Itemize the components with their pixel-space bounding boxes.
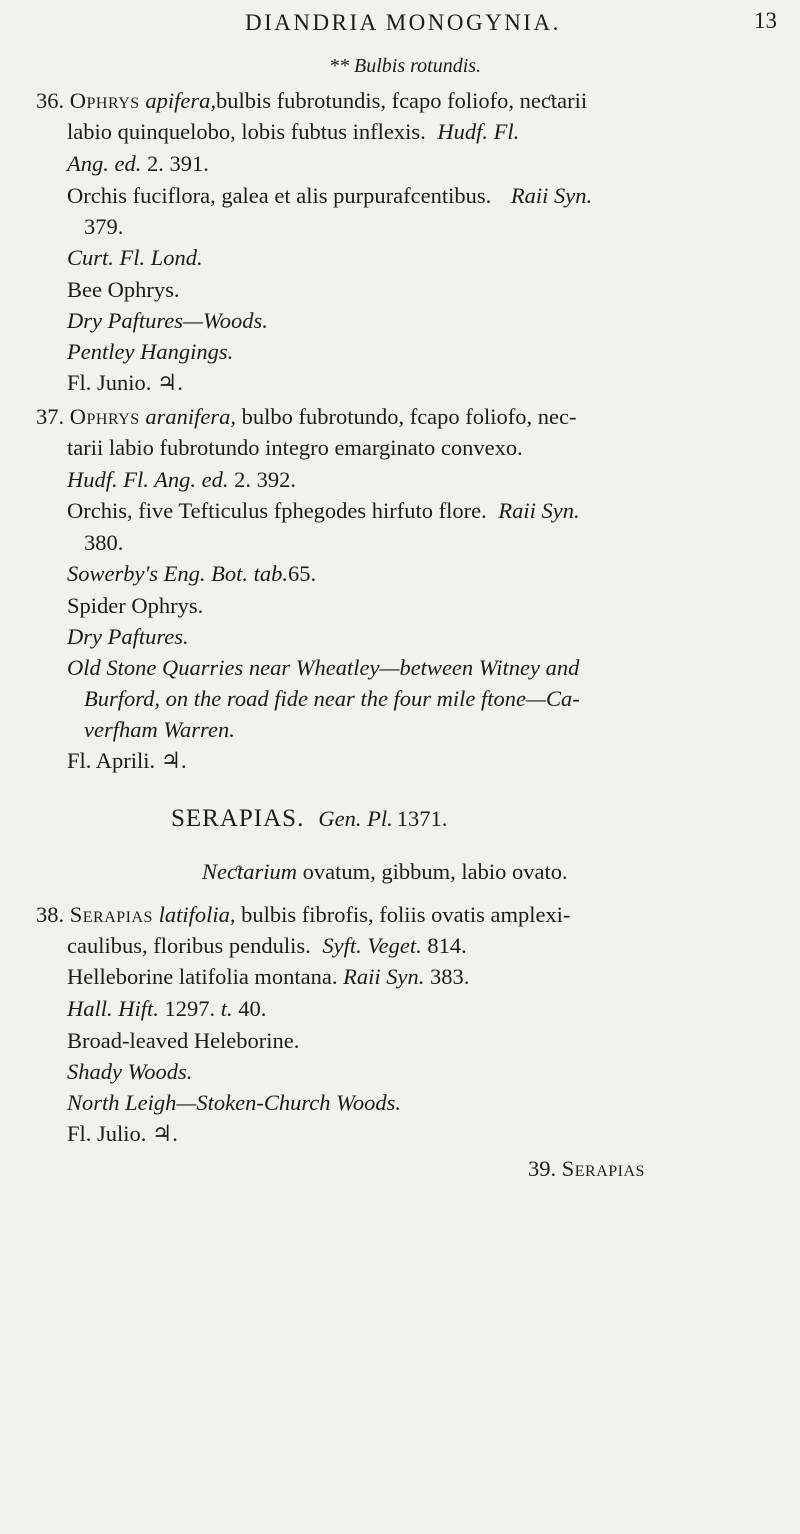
description: bulbis fubrotundis, fcapo foliofo, neƈtarii <box>215 88 588 113</box>
reference-number: 65. <box>288 561 317 586</box>
genus-title: SERAPIAS. <box>171 805 305 832</box>
locality: North Leigh—Stoken-Church Woods. <box>67 1090 401 1115</box>
reference-number: 2. 391. <box>146 151 209 176</box>
genus-heading <box>171 805 447 833</box>
reference: Ang. ed. <box>67 151 142 176</box>
species-name: latifolia, <box>158 902 236 927</box>
entry-36-line-3 <box>67 153 209 176</box>
entry-number: 36. <box>36 88 65 113</box>
synonym: Orchis, five Tefticulus fphegodes hirfuto flore. <box>67 498 487 523</box>
flowering-time: Fl. Junio. ♃. <box>67 370 183 395</box>
locality: Old Stone Quarries near Wheatley—between Witney and <box>67 655 580 680</box>
reference: Hudf. Fl. Ang. ed. <box>67 467 229 492</box>
reference-number: 1297. <box>164 996 216 1021</box>
synonym-reference: Raii Syn. <box>510 183 593 208</box>
habitat: Shady Woods. <box>67 1059 193 1084</box>
entry-38-line-2 <box>67 935 467 958</box>
entry-37-line-5: 380. <box>84 530 124 555</box>
flowering-time: Fl. Julio. ♃. <box>67 1121 178 1146</box>
genus-name: Ophrys <box>69 88 140 113</box>
flowering-time: Fl. Aprili. ♃. <box>67 748 187 773</box>
entry-37-line-6 <box>67 563 316 586</box>
section-heading: ** Bulbis rotundis. <box>329 55 482 77</box>
entry-37-line-1 <box>36 406 577 429</box>
reference-number: 2. 392. <box>234 467 296 492</box>
description: labio quinquelobo, lobis fubtus inflexis. <box>67 119 426 144</box>
english-name: Bee Ophrys. <box>67 277 180 302</box>
locality: Burford, on the road fide near the four mile ftone—Ca- <box>84 686 580 711</box>
entry-36-line-6: Curt. Fl. Lond. <box>67 245 203 270</box>
entry-37-line-3 <box>67 469 296 492</box>
entry-36-line-2 <box>67 121 519 144</box>
synonym: Helleborine latifolia montana. <box>67 964 338 989</box>
entry-number: 37. <box>36 404 65 429</box>
catchword-text: Serapias <box>561 1156 645 1181</box>
character-text: ovatum, gibbum, labio ovato. <box>302 859 568 884</box>
genus-name: Serapias <box>69 902 153 927</box>
entry-36-line-5: 379. <box>84 214 124 239</box>
synonym-reference: Raii Syn. <box>343 964 425 989</box>
genus-character <box>202 861 568 884</box>
entry-36-line-4 <box>67 185 592 208</box>
reference: Hudf. Fl. <box>437 119 520 144</box>
description: bulbis fibrofis, foliis ovatis amplexi- <box>241 902 571 927</box>
entry-38-line-4 <box>67 998 266 1021</box>
entry-38-line-3 <box>67 966 469 989</box>
plate-number: 40. <box>238 996 267 1021</box>
running-head: DIANDRIA MONOGYNIA. <box>245 10 561 35</box>
reference: Hall. Hift. <box>67 996 159 1021</box>
catchword <box>528 1158 645 1181</box>
genus-reference-number: 1371. <box>396 806 448 831</box>
reference-number: 814. <box>427 933 467 958</box>
reference: Sowerby's Eng. Bot. tab. <box>67 561 289 586</box>
entry-37-line-4 <box>67 500 580 523</box>
character-term: Neƈtarium <box>202 859 297 884</box>
entry-37-line-2: tarii labio fubrotundo integro emarginato convexo. <box>67 435 523 460</box>
entry-38-line-1 <box>36 904 570 927</box>
synonym: Orchis fuciflora, galea et alis purpurafcentibus. <box>67 183 492 208</box>
genus-name: Ophrys <box>69 404 140 429</box>
page-number: 13 <box>754 8 777 33</box>
species-name: apifera, <box>145 88 216 113</box>
catchword-number: 39. <box>528 1156 557 1181</box>
english-name: Spider Ophrys. <box>67 593 204 618</box>
locality: Pentley Hangings. <box>67 339 234 364</box>
entry-36-line-1 <box>36 90 587 113</box>
description: caulibus, floribus pendulis. <box>67 933 311 958</box>
description: bulbo fubrotundo, fcapo foliofo, nec- <box>241 404 577 429</box>
genus-reference: Gen. Pl. <box>318 806 393 831</box>
habitat: Dry Paftures. <box>67 624 189 649</box>
plate-marker: t. <box>220 996 233 1021</box>
habitat: Dry Paftures—Woods. <box>67 308 268 333</box>
entry-number: 38. <box>36 902 65 927</box>
species-name: aranifera, <box>145 404 236 429</box>
english-name: Broad-leaved Heleborine. <box>67 1028 300 1053</box>
synonym-number: 383. <box>430 964 470 989</box>
reference: Syft. Veget. <box>322 933 422 958</box>
locality: verfham Warren. <box>84 717 235 742</box>
synonym-reference: Raii Syn. <box>498 498 580 523</box>
